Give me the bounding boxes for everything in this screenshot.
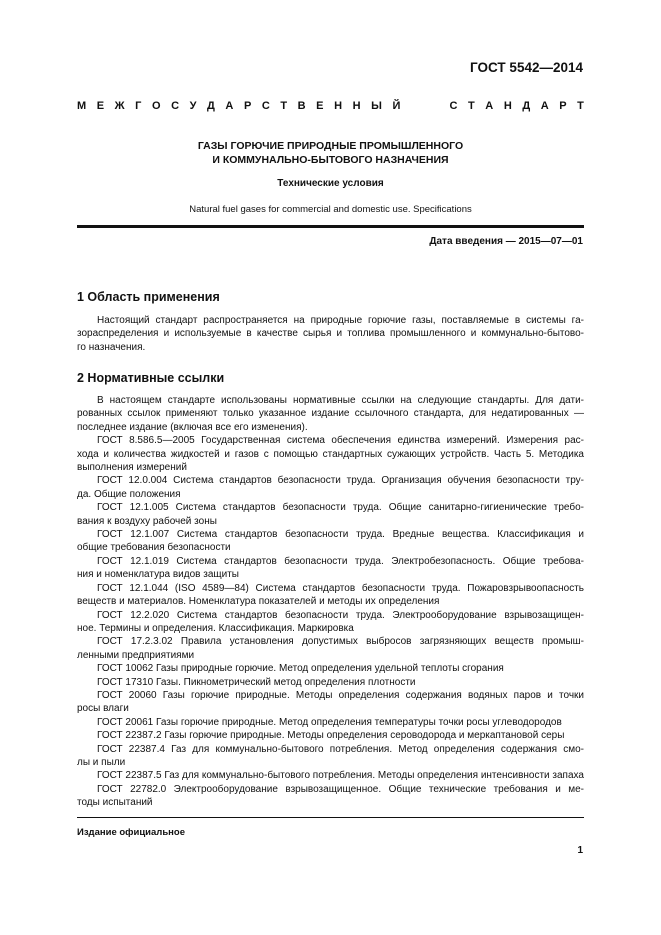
text-line: го назначения. xyxy=(77,341,146,353)
banner-letter: С xyxy=(449,100,458,112)
text-line: да. Общие положения xyxy=(77,488,181,500)
title-line-2: И КОММУНАЛЬНО-БЫТОВОГО НАЗНАЧЕНИЯ xyxy=(212,154,449,166)
section-2-body xyxy=(77,394,584,810)
text-line: ГОСТ 12.2.020 Система стандартов безопасности труда. Электрооборудование взрывозащищен- xyxy=(97,609,584,621)
banner-letter: О xyxy=(151,100,161,112)
banner-letter: Г xyxy=(135,100,142,112)
text-line: ленными предприятиями xyxy=(77,649,195,661)
banner-letter: С xyxy=(171,100,180,112)
banner-letter: Й xyxy=(392,100,401,112)
banner-letter: А xyxy=(225,100,234,112)
banner-letter: С xyxy=(261,100,270,112)
banner-letter: Е xyxy=(96,100,105,112)
text-line: ГОСТ 10062 Газы природные горючие. Метод определения удельной теплоты сгорания xyxy=(97,663,504,675)
banner-letter: Д xyxy=(522,100,531,112)
banner-letter: М xyxy=(77,100,87,112)
text-line: выполнения измерений xyxy=(77,462,187,474)
text-line: ГОСТ 22387.2 Газы горючие природные. Методы определения сероводорода и меркаптановой серы xyxy=(97,730,565,742)
section-1-heading: 1 Область применения xyxy=(77,290,220,304)
text-line: рованных ссылок применяют только указанное издание ссылочного стандарта, для недатированных — xyxy=(77,408,584,420)
text-line: веществ и материалов. Номенклатура показателей и методы их определения xyxy=(77,596,440,608)
english-title: Natural fuel gases for commercial and domestic use. Specifications xyxy=(189,204,472,215)
banner-letter: Е xyxy=(316,100,324,112)
text-line: ГОСТ 22387.5 Газ для коммунально-бытового потребления. Методы определения интенсивности запаха xyxy=(97,770,584,782)
section-1-body xyxy=(77,314,584,354)
document-subtitle: Технические условия xyxy=(277,178,384,189)
interstate-standard-banner xyxy=(77,100,584,112)
banner-letter: Т xyxy=(468,100,475,112)
footer-divider xyxy=(77,817,584,818)
banner-letter: Р xyxy=(559,100,567,112)
text-line: хода и количества жидкостей и газов с помощью стандартных сужающих устройств. Часть 5. Методика xyxy=(77,448,584,460)
text-line: лы и пыли xyxy=(77,756,126,768)
standard-number: ГОСТ 5542—2014 xyxy=(470,60,583,75)
banner-letter: Р xyxy=(243,100,252,112)
text-line: ГОСТ 22387.4 Газ для коммунально-бытового потребления. Метод определения содержания смо- xyxy=(97,743,584,755)
official-edition-label: Издание официальное xyxy=(77,827,185,838)
banner-letter: В xyxy=(297,100,306,112)
text-line: Настоящий стандарт распространяется на природные горючие газы, поставляемые в системы га- xyxy=(97,315,584,326)
text-line: ГОСТ 17.2.3.02 Правила установления допустимых выбросов загрязняющих веществ промыш- xyxy=(97,636,584,648)
banner-letter: У xyxy=(189,100,197,112)
text-line: ГОСТ 20061 Газы горючие природные. Метод определения температуры точки росы углеводородов xyxy=(97,716,562,728)
text-line: зораспределения и используемые в качестве сырья и топлива промышленного и коммунально-бытово- xyxy=(77,328,584,340)
text-line: ГОСТ 20060 Газы горючие природные. Методы определения содержания водяных паров и точки xyxy=(97,689,584,701)
banner-letter: А xyxy=(485,100,494,112)
effective-date: Дата введения — 2015—07—01 xyxy=(429,236,583,247)
text-line: ГОСТ 22782.0 Электрооборудование взрывозащищенное. Общие технические требования и ме- xyxy=(97,783,584,795)
text-line: В настоящем стандарте использованы нормативные ссылки на следующие стандарты. Для дати- xyxy=(97,395,584,406)
title-divider xyxy=(77,225,584,228)
text-line: тоды испытаний xyxy=(77,797,153,809)
banner-letter: Д xyxy=(207,100,215,112)
section-2-heading: 2 Нормативные ссылки xyxy=(77,371,225,385)
text-line: ное. Термины и определения. Классификация. Маркировка xyxy=(77,622,354,634)
banner-gap xyxy=(411,100,439,112)
text-line: росы влаги xyxy=(77,703,129,715)
banner-letter: Н xyxy=(352,100,361,112)
banner-letter: А xyxy=(540,100,549,112)
text-line: ГОСТ 12.1.005 Система стандартов безопасности труда. Общие санитарно-гигиенические требо- xyxy=(97,502,584,514)
text-line: вания к воздуху рабочей зоны xyxy=(77,515,217,527)
text-line: ГОСТ 12.1.044 (ISO 4589—84) Система стандартов безопасности труда. Пожаровзрывоопасность xyxy=(97,582,584,594)
text-line: ГОСТ 17310 Газы. Пикнометрический метод определения плотности xyxy=(97,676,416,688)
banner-letter: Ж xyxy=(114,100,125,112)
title-line-1: ГАЗЫ ГОРЮЧИЕ ПРИРОДНЫЕ ПРОМЫШЛЕННОГО xyxy=(197,140,464,152)
text-line: последнее издание (включая все его изменения). xyxy=(77,421,308,433)
banner-letter: Ы xyxy=(371,100,382,112)
page-number: 1 xyxy=(577,845,583,856)
text-line: ния и номенклатура видов защиты xyxy=(77,569,239,581)
banner-letter: Т xyxy=(577,100,584,112)
banner-letter: Н xyxy=(503,100,512,112)
text-line: ГОСТ 12.1.019 Система стандартов безопасности труда. Электробезопасность. Общие требова- xyxy=(97,555,584,567)
banner-letter: Т xyxy=(280,100,288,112)
document-title xyxy=(77,139,584,167)
text-line: ГОСТ 12.1.007 Система стандартов безопасности труда. Вредные вещества. Классификация и xyxy=(97,529,584,541)
banner-letter: Н xyxy=(334,100,343,112)
text-line: ГОСТ 8.586.5—2005 Государственная система обеспечения единства измерений. Измерения рас- xyxy=(97,435,584,447)
text-line: ГОСТ 12.0.004 Система стандартов безопасности труда. Организация обучения безопасности тру- xyxy=(97,475,584,487)
text-line: общие требования безопасности xyxy=(77,542,231,554)
